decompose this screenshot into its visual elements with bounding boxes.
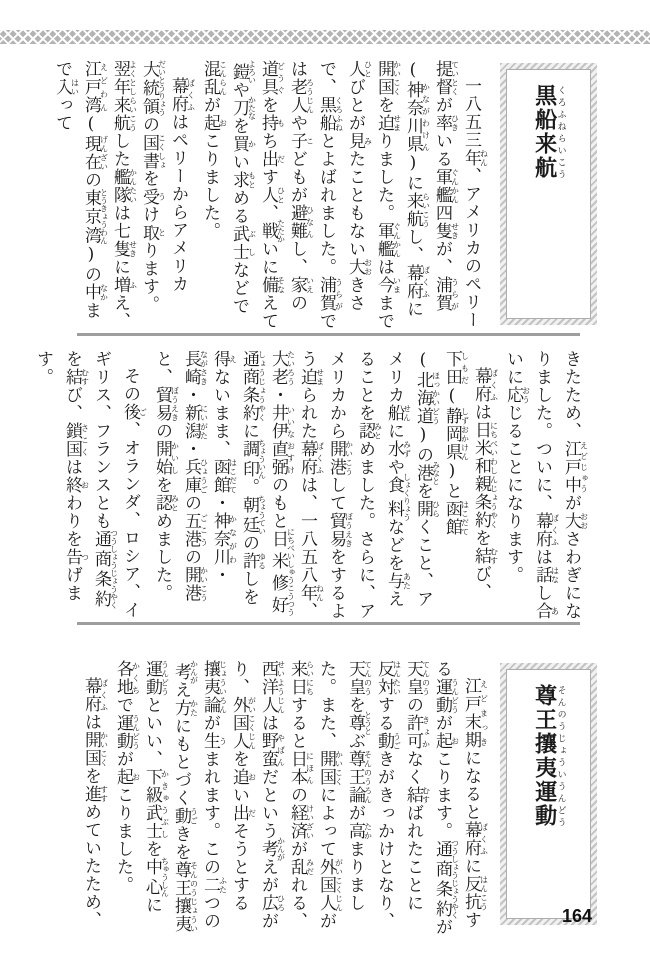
ruby-annotated-text: 尊王攘夷運動そんのうじょういうんどう	[142, 660, 199, 933]
ruby-annotated-text: 開国かいこく	[374, 60, 402, 96]
ruby-annotated-text: 考かんが	[171, 660, 199, 684]
ruby-annotated-text: 翌年よくとし	[110, 60, 138, 96]
ruby-annotated-text: 率ひき	[432, 114, 460, 132]
ruby-annotated-text: 神奈川県かながわけん	[403, 81, 431, 153]
ruby-annotated-text: 高たか	[345, 822, 373, 840]
ruby-annotated-text: 人ひと	[345, 60, 373, 78]
section-body-sonno-joi	[62, 660, 488, 940]
section-heading-sonno-joi	[531, 684, 565, 918]
ruby-annotated-text: 年ねん	[461, 149, 489, 167]
decorative-border-pattern	[0, 30, 650, 44]
ruby-annotated-text: 大統領だいとうりょう	[139, 60, 167, 116]
ruby-annotated-text: 井伊直弼いいなおすけ	[268, 404, 296, 476]
ruby-annotated-text: 各地かくち	[113, 660, 141, 696]
ruby-annotated-text: 船せん	[384, 404, 412, 422]
ruby-annotated-text: 反対はんたい	[374, 660, 402, 696]
ruby-annotated-text: 中心ちゅうしん	[142, 857, 170, 897]
ruby-annotated-text: 攘夷論じょういろん	[200, 660, 228, 714]
ruby-annotated-text: 買か	[229, 135, 257, 153]
ruby-annotated-text: 備そな	[258, 276, 286, 294]
ruby-annotated-text: 静岡県しずおかけん	[442, 407, 470, 461]
ruby-annotated-text: 幕府ばくふ	[471, 367, 499, 403]
ruby-annotated-text: 来日らいにち	[287, 660, 315, 696]
section-heading-kurofune	[531, 84, 565, 318]
ruby-annotated-text: 大老たいろう	[268, 350, 296, 386]
ruby-annotated-text: 迫せま	[374, 114, 402, 132]
ruby-annotated-text: 鎖国さこく	[62, 422, 90, 458]
ruby-annotated-text: 生う	[200, 732, 228, 750]
ruby-annotated-text: 終お	[62, 476, 90, 494]
heading-box-sonno-joi	[500, 663, 597, 925]
ruby-annotated-text: 戦たたか	[258, 219, 286, 243]
ruby-annotated-text: 幕府ばくふ	[461, 821, 489, 857]
ruby-annotated-text: 二ふた	[200, 876, 228, 894]
ruby-annotated-text: 与あた	[384, 572, 412, 590]
ruby-annotated-text: 幕府ばくふ	[168, 77, 196, 113]
paragraph: 一八五三年ねん、アメリカのペリー提督ていとくが率ひきいる軍艦ぐんかん四隻せきが、浦賀うらが(神奈川県かながわけん)に来航らいこうし、幕府ばくふに開国かいこくを迫せまりました。軍艦ぐんかんは今いままで人ひとびとが見みたこともない大おおきさで、黒船くろふねとよばれました。浦賀うらがでは老人ろうじんや子こどもが避難ひなんし、家いえの道具どうぐを持もち出だす人ひと、戦たたかいに備そなえて鎧よろいや刀かたなを買かい求もとめる武士ぶしなどで混乱こんらんが起おこりました。	[200, 60, 489, 330]
ruby-annotated-text: 尊王論そんのうろん	[345, 750, 373, 804]
ruby-annotated-text: 開国かいこく	[316, 750, 344, 786]
ruby-annotated-text: 認みと	[355, 422, 383, 440]
ruby-annotated-text: 道具どうぐ	[258, 60, 286, 96]
ruby-annotated-text: 来航らいこう	[403, 192, 431, 228]
ruby-annotated-text: 経済けいざい	[287, 804, 315, 840]
ruby-annotated-text: 野蛮やばん	[258, 732, 286, 768]
ruby-annotated-text: 運動うんどう	[113, 714, 141, 750]
ruby-annotated-text: 人ひと	[258, 186, 286, 204]
ruby-annotated-text: 北海道ほっかいどう	[413, 371, 441, 425]
ruby-annotated-text: 提督ていとく	[432, 60, 460, 96]
ruby-annotated-text: 考かんが	[258, 837, 286, 861]
ruby-annotated-text: 来航らいこう	[110, 96, 138, 132]
ruby-annotated-text: 調印ちょういん	[239, 439, 267, 479]
ruby-annotated-text: 開ひら	[413, 500, 441, 518]
ruby-annotated-text: 鎧よろい	[229, 60, 257, 84]
ruby-annotated-text: 起お	[113, 768, 141, 786]
ruby-annotated-text: 開始かいし	[152, 440, 180, 476]
ruby-annotated-text: 子こ	[287, 132, 315, 150]
ruby-annotated-text: 動うご	[171, 807, 199, 825]
ruby-annotated-text: 江戸中えどじゅう	[561, 440, 589, 494]
ruby-annotated-text: 増ふ	[110, 276, 138, 294]
ruby-annotated-text: 迫せま	[297, 368, 325, 386]
section-body-kurofune	[52, 60, 489, 334]
ruby-annotated-text: 艦隊かんたい	[110, 168, 138, 204]
ruby-annotated-text: 幕府ばくふ	[532, 512, 560, 548]
ruby-annotated-text: 結むす	[403, 786, 431, 804]
ruby-annotated-text: 混乱こんらん	[200, 60, 228, 96]
ruby-annotated-text: 結むす	[62, 368, 90, 386]
section-divider	[77, 333, 580, 336]
ruby-annotated-text: 持も	[258, 114, 286, 132]
page-number: 164	[561, 906, 592, 926]
ruby-annotated-text: 出だ	[258, 150, 286, 168]
ruby-annotated-text: 大おお	[561, 512, 589, 530]
heading-box-inner	[506, 669, 591, 919]
ruby-annotated-text: 方かた	[171, 699, 199, 717]
ruby-annotated-text: 取と	[139, 223, 167, 242]
ruby-annotated-text: 隻せき	[432, 222, 460, 240]
ruby-annotated-text: 話はな	[532, 566, 560, 584]
ruby-annotated-text: 家いえ	[287, 276, 315, 294]
paragraph: 江戸末期えどまっきになると幕府ばくふに反抗はんこうする運動うんどうが起おこります。通商条約つうしょうじょうやくが天皇てんのうの許可きょかなく結むすばれたことに反対はんたいする動うごきがきっかけとなり、天皇てんのうを尊とうとぶ尊王論そんのうろんが高たかまりました。また、開国かいこくによって外国人がいこくじんが来日らいにちすると日本にほんの経済けいざいが乱みだれる、西洋人せいようじんは野蛮やばんだという考かんがえが広ひろがり、外国人がいこくじんを追おい出だそうとする攘夷論じょういろんが生うまれます。この二ふたつの考かんがえ方かたにもとづく動うごきを尊王攘夷運動そんのうじょういうんどうといい、下級武士かきゅうぶしを中心ちゅうしんに各地かくちで運動うんどうが起おこりました。	[113, 660, 489, 936]
ruby-annotated-text: 開港かいこう	[326, 440, 354, 476]
ruby-annotated-text: 江戸湾えどわん	[81, 60, 109, 114]
ruby-annotated-text: 貿易ぼうえき	[152, 386, 180, 422]
ruby-annotated-text: 幕府ばくふ	[297, 440, 325, 476]
ruby-annotated-text: 中なか	[81, 283, 109, 302]
section-body-treaties	[33, 350, 589, 622]
ruby-annotated-text: 告つ	[62, 548, 90, 566]
ruby-annotated-text: 武士ぶし	[229, 225, 257, 261]
ruby-annotated-text: 後ご	[120, 403, 148, 421]
ruby-annotated-text: 求もと	[229, 171, 257, 189]
ruby-annotated-text: 起お	[200, 114, 228, 132]
ruby-annotated-text: 軍艦ぐんかん	[432, 168, 460, 204]
ruby-annotated-text: 外国人がいこくじん	[316, 858, 344, 912]
ruby-annotated-text: 結むす	[471, 547, 499, 565]
ruby-annotated-text: 隻せき	[110, 240, 138, 258]
ruby-annotated-text: 江戸末期えどまっき	[461, 677, 489, 749]
ruby-annotated-text: 進すす	[81, 785, 109, 803]
ruby-annotated-text: 兵庫ひょうご	[181, 458, 209, 494]
ruby-annotated-text: 東京湾とうきょうわん	[81, 188, 109, 245]
ruby-annotated-text: 起お	[432, 732, 460, 750]
ruby-annotated-text: 大おお	[345, 258, 373, 276]
ruby-annotated-text: 水みず	[384, 440, 412, 458]
ruby-annotated-text: 入はい	[52, 78, 80, 96]
ruby-annotated-text: 許ゆる	[239, 552, 267, 570]
ruby-annotated-text: 見み	[345, 132, 373, 150]
ruby-annotated-text: 浦賀うらが	[432, 276, 460, 312]
ruby-annotated-text: 得え	[210, 350, 238, 368]
ruby-annotated-text: 朝廷ちょうてい	[239, 495, 267, 535]
section-divider	[77, 622, 580, 625]
heading-box-inner	[506, 69, 591, 319]
heading-box-kurofune	[500, 63, 597, 325]
ruby-annotated-text: 神奈川かながわ	[210, 512, 238, 566]
ruby-annotated-text: 日米和親条約にちべいわしんじょうやく	[471, 421, 499, 529]
ruby-annotated-text: 西洋人せいようじん	[258, 660, 286, 714]
ruby-annotated-text: 港みなと	[413, 461, 441, 485]
ruby-annotated-text: 広ひろ	[258, 894, 286, 912]
ruby-annotated-text: 出だ	[229, 804, 257, 822]
ruby-annotated-text: 開港かいこう	[181, 566, 209, 602]
ruby-annotated-text: 許可きょか	[403, 714, 431, 750]
ruby-annotated-text: 天皇てんのう	[345, 660, 373, 696]
ruby-annotated-text: 幕府ばくふ	[81, 677, 109, 713]
ruby-annotated-text: 動うご	[374, 732, 402, 750]
ruby-annotated-text: 函館はこだて	[442, 500, 470, 536]
ruby-annotated-text: 尊とうと	[345, 711, 373, 735]
ruby-annotated-text: 受う	[139, 187, 167, 206]
ruby-annotated-text: 外国人がいこくじん	[229, 696, 257, 750]
ruby-annotated-text: 軍艦ぐんかん	[374, 222, 402, 258]
ruby-annotated-text: 幕府ばくふ	[403, 264, 431, 300]
ruby-annotated-text: 運動うんどう	[432, 678, 460, 714]
paragraph: 幕府ばくふはペリーからアメリカ大統領だいとうりょうの国書こくしょを受うけ取とります。翌年よくとし来航らいこうした艦隊かんたいは七隻せきに増ふえ、江戸湾えどわん(現在げんざいの東京湾とうきょうわん)の中なかまで入はいって	[52, 60, 196, 330]
ruby-annotated-text: 黒船来航くろふねらいこう	[531, 84, 566, 180]
ruby-annotated-text: 尊王攘夷運動そんのうじょういうんどう	[531, 684, 566, 828]
paragraph: その後ご、オランダ、ロシア、イギリス、フランスとも通商条約つうしょうじょうやくを結むすび、鎖国さこくは終おわりを告つげます。	[33, 350, 148, 619]
ruby-annotated-text: 年ねん	[297, 584, 325, 602]
ruby-annotated-text: 国書こくしょ	[139, 133, 167, 170]
ruby-annotated-text: 日米修好通商条約にちべいしゅうこうつうしょうじょうやく	[239, 350, 296, 616]
ruby-annotated-text: 追お	[229, 768, 257, 786]
ruby-annotated-text: 認みと	[152, 494, 180, 512]
ruby-annotated-text: 長崎ながさき	[181, 350, 209, 386]
ruby-annotated-text: 避難ひなん	[287, 204, 315, 240]
paragraph: きたため、江戸中えどじゅうが大おおさわぎになりました。ついに、幕府ばくふは話はなし合あいに応おうじることになります。	[503, 350, 589, 620]
ruby-annotated-text: 反抗はんこう	[461, 875, 489, 911]
ruby-annotated-text: 貿易ぼうえき	[326, 512, 354, 548]
ruby-annotated-text: 合あ	[532, 602, 560, 620]
ruby-annotated-text: 浦賀うらが	[316, 276, 344, 312]
ruby-annotated-text: 刀かたな	[229, 96, 257, 120]
paragraph: 幕府ばくふは日米和親条約にちべいわしんじょうやくを結むすび、下田しもだ(静岡県しずおかけん)と函館はこだて(北海道ほっかいどう)の港みなとを開ひらくこと、アメリカ船せんに水みずや食料しょくりょうなどを与あたえることを認みとめました。さらに、アメリカから開港かいこうして貿易ぼうえきをするよう迫せまられた幕府ばくふは、一八五八年ねん、大老たいろう・井伊直弼いいなおすけのもと日米修好通商条約にちべいしゅうこうつうしょうじょうやくに調印ちょういん。朝廷ちょうていの許ゆるしを得えないまま、函館はこだて・神奈川かながわ・長崎ながさき・新潟にいがた・兵庫ひょうごの五港ごこうの開港かいこうと、貿易ぼうえきの開始かいしを認みとめました。	[152, 350, 499, 620]
ruby-annotated-text: 新潟にいがた	[181, 404, 209, 440]
ruby-annotated-text: 現在げんざい	[81, 135, 109, 171]
ruby-annotated-text: 食料しょくりょう	[384, 473, 412, 521]
ruby-annotated-text: 天皇てんのう	[403, 660, 431, 696]
ruby-annotated-text: 開国かいこく	[81, 731, 109, 767]
ruby-annotated-text: 函館はこだて	[210, 458, 238, 494]
ruby-annotated-text: 下級武士かきゅうぶし	[142, 768, 170, 840]
ruby-annotated-text: 今いま	[374, 276, 402, 294]
paragraph: 幕府ばくふは開国かいこくを進すすめていたため、	[81, 677, 109, 929]
ruby-annotated-text: 下田しもだ	[442, 350, 470, 386]
ruby-annotated-text: 乱みだ	[287, 858, 315, 876]
ruby-annotated-text: 黒船くろふね	[316, 96, 344, 132]
ruby-annotated-text: 五港ごこう	[181, 512, 209, 548]
ruby-annotated-text: 日本にほん	[287, 750, 315, 786]
ruby-annotated-text: 老人ろうじん	[287, 78, 315, 114]
ruby-annotated-text: 通商条約つうしょうじょうやく	[432, 839, 460, 919]
ruby-annotated-text: 通商条約つうしょうじょうやく	[91, 529, 119, 609]
ruby-annotated-text: 応おう	[503, 386, 531, 404]
